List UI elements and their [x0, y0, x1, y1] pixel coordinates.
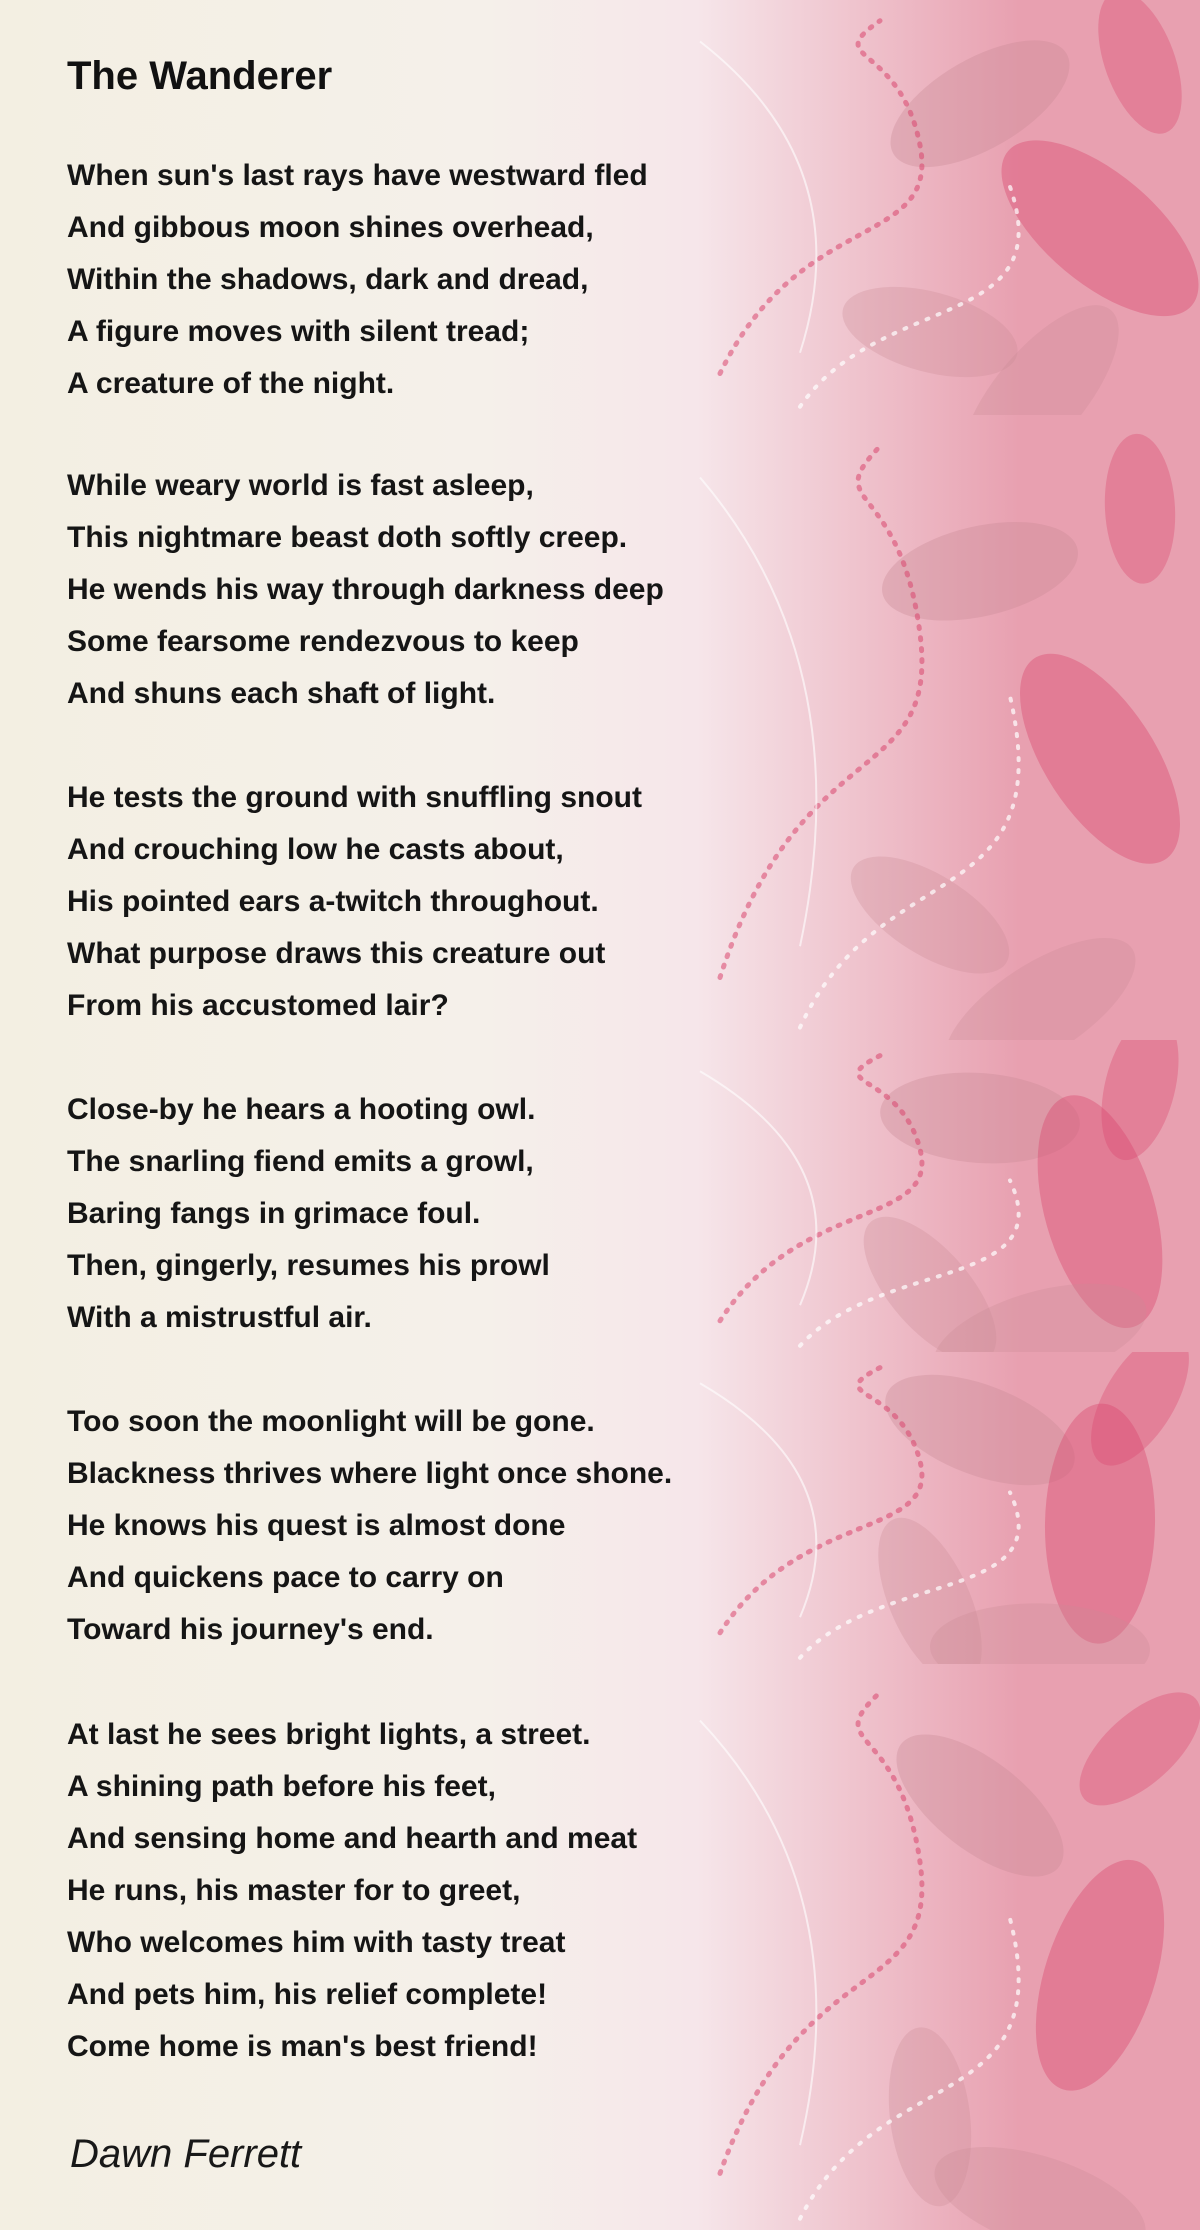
poem-line: And sensing home and hearth and meat: [67, 1822, 638, 1855]
poem-line: A shining path before his feet,: [67, 1770, 496, 1803]
outline-curve: [700, 1383, 816, 1617]
petal-shape: [1081, 0, 1198, 145]
poem-line: A figure moves with silent tread;: [67, 315, 530, 348]
outline-curve: [700, 42, 816, 353]
poem-line: And gibbous moon shines overhead,: [67, 211, 594, 244]
poem-line: This nightmare beast doth softly creep.: [67, 521, 628, 554]
poem-line: From his accustomed lair?: [67, 989, 449, 1022]
stanza: [67, 460, 664, 720]
poem-line: Baring fangs in grimace foul.: [67, 1197, 481, 1230]
poem-line: His pointed ears a-twitch throughout.: [67, 885, 599, 918]
poem-line: With a mistrustful air.: [67, 1301, 372, 1334]
petal-shape: [1011, 1844, 1190, 2106]
poem-line: While weary world is fast asleep,: [67, 469, 534, 502]
outline-curve: [700, 1071, 816, 1305]
petal-shape: [832, 833, 1027, 996]
stanza: [67, 1709, 637, 2073]
petal-shape: [872, 505, 1087, 638]
poem-line: And quickens pace to carry on: [67, 1561, 504, 1594]
poem-line: A creature of the night.: [67, 367, 395, 400]
poem-title: The Wanderer: [67, 54, 333, 98]
poem-line: And pets him, his relief complete!: [67, 1978, 548, 2011]
poem-line: Some fearsome rendezvous to keep: [67, 625, 579, 658]
poem-line: What purpose draws this creature out: [67, 937, 606, 970]
stanza: [67, 150, 648, 410]
author-name: Dawn Ferrett: [70, 2132, 302, 2176]
poem-line: He tests the ground with snuffling snout: [67, 781, 642, 814]
floral-artwork: [680, 0, 1200, 415]
poem-line: Then, gingerly, resumes his prowl: [67, 1249, 550, 1282]
poem-line: He wends his way through darkness deep: [67, 573, 664, 606]
stanza: [67, 772, 642, 1032]
poem-line: He knows his quest is almost done: [67, 1509, 566, 1542]
poem-line: When sun's last rays have westward fled: [67, 159, 648, 192]
poem-line: Toward his journey's end.: [67, 1613, 434, 1646]
poem-line: And shuns each shaft of light.: [67, 677, 496, 710]
stanza: [67, 1396, 672, 1656]
floral-artwork: [680, 1040, 1200, 1352]
poem-line: Too soon the moonlight will be gone.: [67, 1405, 595, 1438]
poem-line: Blackness thrives where light once shone.: [67, 1457, 673, 1490]
poem-line: Who welcomes him with tasty treat: [67, 1926, 566, 1959]
floral-artwork: [680, 1352, 1200, 1664]
stanza: [67, 1084, 550, 1344]
poem-line: At last he sees bright lights, a street.: [67, 1718, 591, 1751]
poem-line: Close-by he hears a hooting owl.: [67, 1093, 536, 1126]
outline-curve: [700, 478, 816, 947]
poem-line: Come home is man's best friend!: [67, 2030, 538, 2063]
petal-shape: [1061, 1673, 1200, 1825]
petal-shape: [1101, 432, 1179, 585]
floral-artwork: [680, 415, 1200, 1040]
poem-line: He runs, his master for to greet,: [67, 1874, 521, 1907]
poem-line: Within the shadows, dark and dread,: [67, 263, 589, 296]
outline-curve: [700, 1721, 816, 2146]
poem-line: The snarling fiend emits a growl,: [67, 1145, 534, 1178]
floral-artwork: [680, 1664, 1200, 2230]
poem-line: And crouching low he casts about,: [67, 833, 564, 866]
